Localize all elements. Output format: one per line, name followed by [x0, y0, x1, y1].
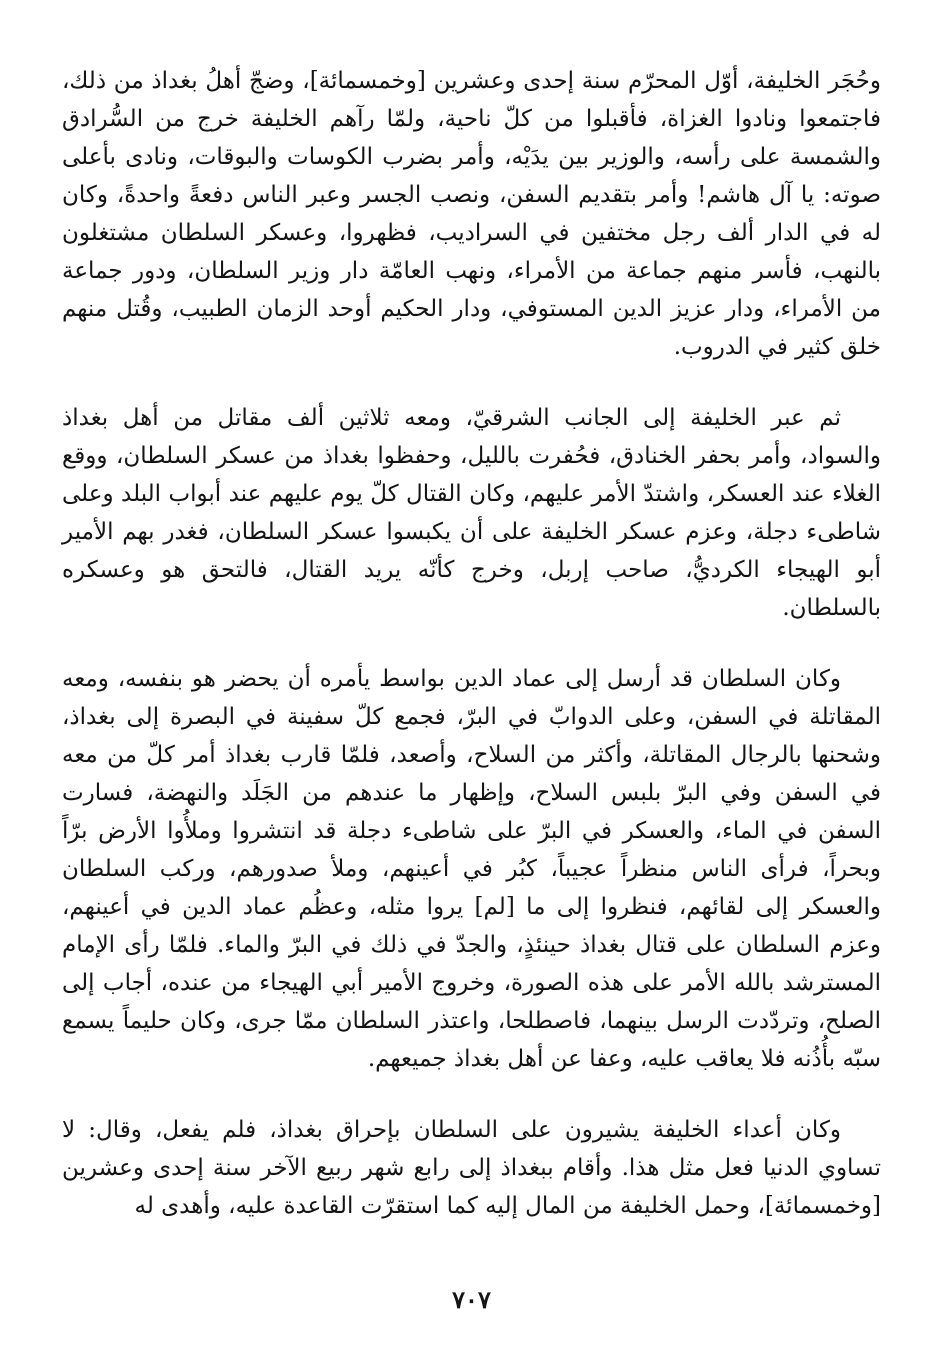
page-number: ٧٠٧ [452, 1285, 491, 1314]
paragraph-4: وكان أعداء الخليفة يشيرون على السلطان بإحراق بغداذ، فلم يفعل، وقال: لا تساوي الدنيا فعل مثل هذا. وأقام ببغداذ إلى رابع شهر ربيع الآخر سنة إحدى وعشرين [وخمسمائة]، وحمل الخليفة من المال إليه كما استقرّت القاعدة عليه، وأهدى له [62, 1117, 881, 1219]
paragraph-3: وكان السلطان قد أرسل إلى عماد الدين بواسط يأمره أن يحضر هو بنفسه، ومعه المقاتلة في السفن، وعلى الدوابّ في البرّ، فجمع كلّ سفينة في البصرة إلى بغداذ، وشحنها بالرجال المقاتلة، وأكثر من السلاح، وأصعد، فلمّا قارب بغداذ أمر كلّ من معه في السفن وفي البرّ بلبس السلاح، وإظهار ما عندهم من الجَلَد والنهضة، فسارت السفن في الماء، والعسكر في البرّ على شاطىء دجلة قد انتشروا وملأُوا الأرض برّاً وبحراً، فرأى الناس منظراً عجيباً، كبُر في أعينهم، وملأ صدورهم، وركب السلطان والعسكر إلى لقائهم، فنظروا إلى ما [لم] يروا مثله، وعظُم عماد الدين في أعينهم، وعزم السلطان على قتال بغداذ حينئذٍ، والجدّ في ذلك في البرّ والماء. فلمّا رأى الإمام المسترشد بالله الأمر على هذه الصورة، وخروج الأمير أبي الهيجاء من عنده، أجاب إلى الصلح، وتردّدت الرسل بينهما، فاصطلحا، واعتذر السلطان ممّا جرى، وكان حليماً يسمع سبّه بأُذُنه فلا يعاقب عليه، وعفا عن أهل بغداذ جميعهم. [62, 666, 881, 1072]
paragraph-1: وحُجَر الخليفة، أوّل المحرّم سنة إحدى وعشرين [وخمسمائة]، وضجّ أهلُ بغداذ من ذلك، فاجتمعوا ونادوا الغزاة، فأقبلوا من كلّ ناحية، ولمّا رآهم الخليفة خرج من السُّرادق والشمسة على رأسه، والوزير بين يدَيْه، وأمر بضرب الكوسات والبوقات، ونادى بأعلى صوته: يا آل هاشم! وأمر بتقديم السفن، ونصب الجسر وعبر الناس دفعةً واحدةً، وكان له في الدار ألف رجل مختفين في السراديب، فظهروا، وعسكر السلطان مشتغلون بالنهب، فأسر منهم جماعة من الأمراء، ونهب العامّة دار وزير السلطان، ودور جماعة من الأمراء، ودار عزيز الدين المستوفي، ودار الحكيم أوحد الزمان الطبيب، وقُتل منهم خلق كثير في الدروب. [62, 68, 881, 360]
paragraph-2: ثم عبر الخليفة إلى الجانب الشرقيّ، ومعه ثلاثين ألف مقاتل من أهل بغداذ والسواد، وأمر بحفر الخنادق، فحُفرت بالليل، وحفظوا بغداذ من عسكر السلطان، ووقع الغلاء عند العسكر، واشتدّ الأمر عليهم، وكان القتال كلّ يوم عليهم عند أبواب البلد وعلى شاطىء دجلة، وعزم عسكر الخليفة على أن يكبسوا عسكر السلطان، فغدر بهم الأمير أبو الهيجاء الكرديُّ، صاحب إربل، وخرج كأنّه يريد القتال، فالتحق هو وعسكره بالسلطان. [62, 405, 881, 621]
page-body [62, 62, 881, 1368]
